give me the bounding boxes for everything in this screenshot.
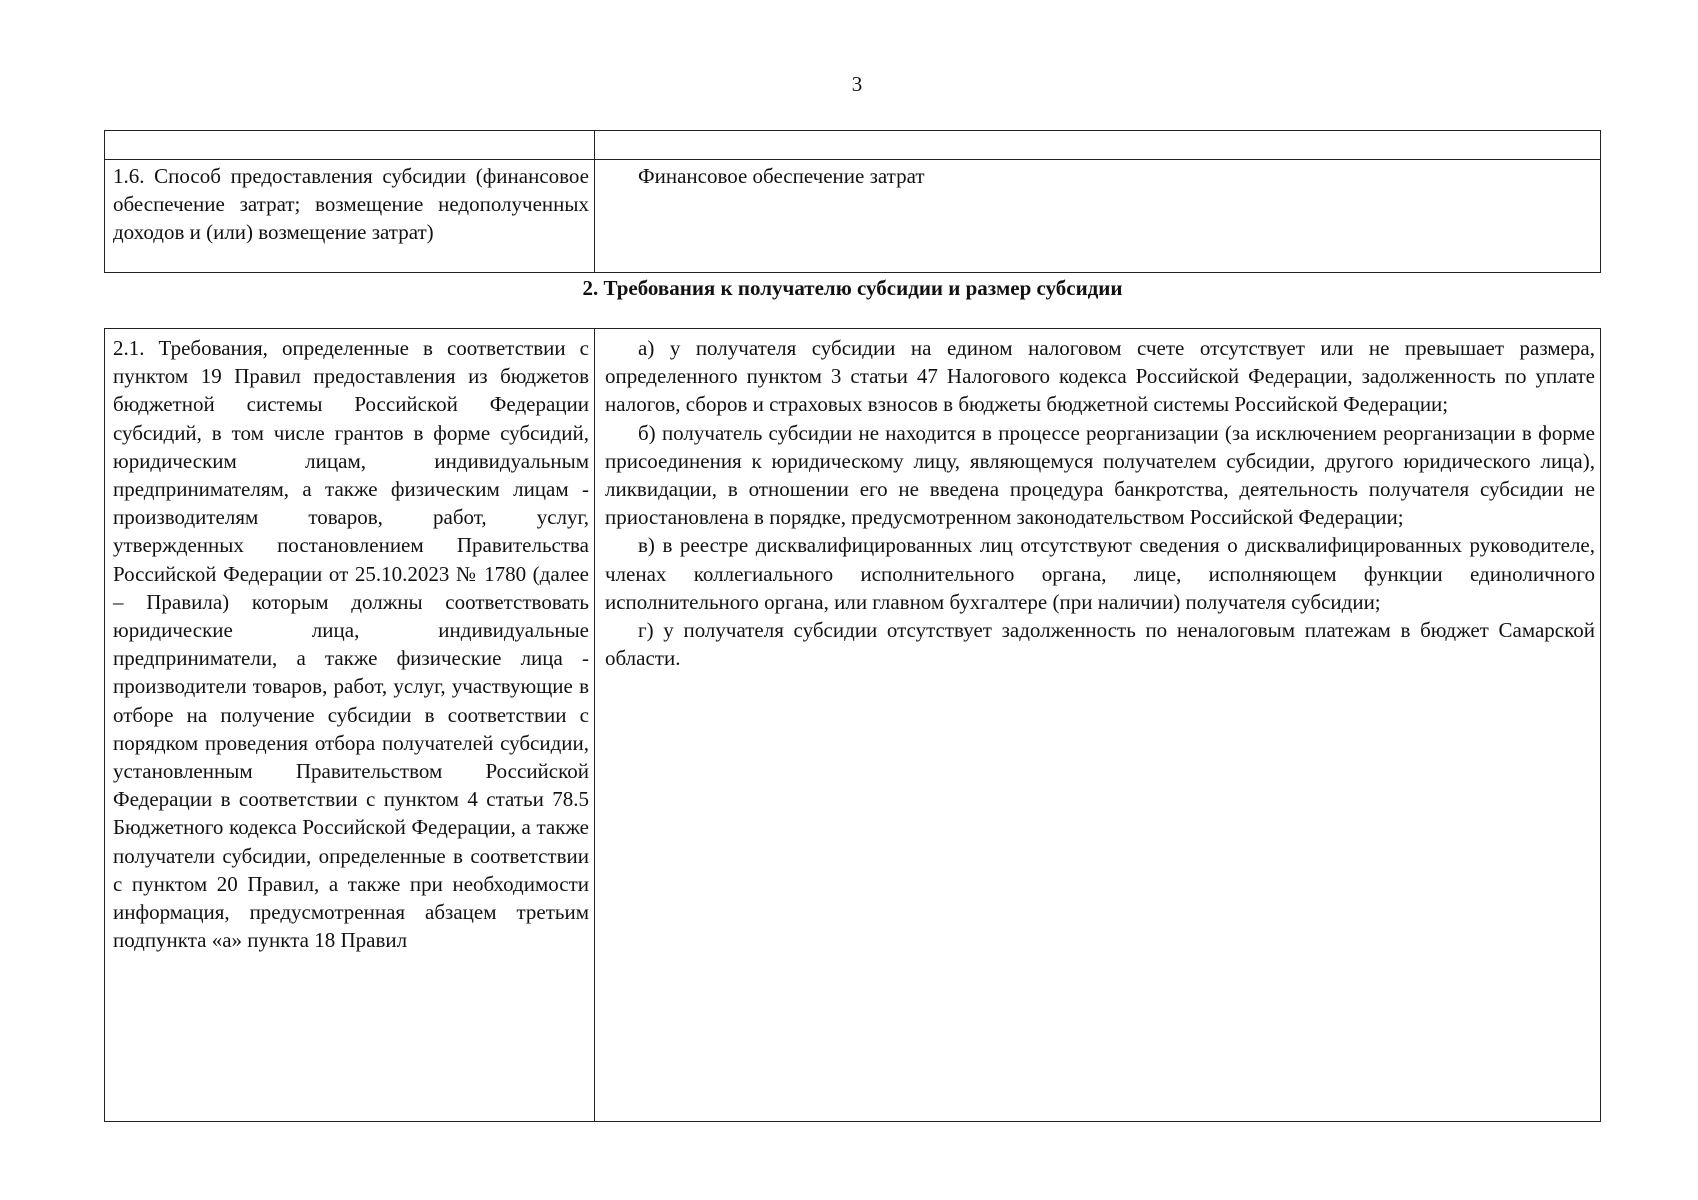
requirements-list — [605, 334, 1595, 672]
table-column-divider — [594, 329, 595, 1121]
table-section-1-6 — [104, 130, 1601, 273]
page-number: 3 — [851, 72, 863, 96]
table-section-2-1 — [104, 328, 1601, 1122]
table-row-divider — [105, 159, 1600, 160]
requirement-item-a: а) у получателя субсидии на едином налоговом счете отсутствует или не превышает размера, определенного пунктом 3 статьи 47 Налогового кодекса Российской Федерации, задолженность по уплате налогов, сборов и страховых взносов в бюджеты бюджетной системы Российской Федерации; — [605, 336, 1595, 417]
table-cell-value — [605, 162, 1595, 190]
requirement-item-b: б) получатель субсидии не находится в процессе реорганизации (за исключением реорганизации в форме присоединения к юридическому лицу, являющемуся получателем субсидии, другого юридического лица), ликвидации, в отношении его не введена процедура банкротства, деятельность получателя субсидии не приостановлена в порядке, предусмотренном законодательством Российской Федерации; — [605, 420, 1595, 530]
table-column-divider — [594, 131, 595, 272]
requirement-item-v: в) в реестре дисквалифицированных лиц отсутствуют сведения о дисквалифицированных руководителе, членах коллегиального исполнительного органа, лице, исполняющем функции единоличного исполнительного органа, или главном бухгалтере (при наличии) получателя субсидии; — [605, 533, 1595, 614]
requirements-label: 2.1. Требования, определенные в соответствии с пунктом 19 Правил предоставления из бюджетов бюджетной системы Российской Федерации субсидий, в том числе грантов в форме субсидий, юридическим лицам, индивидуальным предпринимателям, а также физическим лицам - производителям товаров, работ, услуг, утвержденных постановлением Правительства Российской Федерации от 25.10.2023 № 1780 (далее – Правила) которым должны соответствовать юридические лица, индивидуальные предприниматели, а также физические лица - производители товаров, работ, услуг, участвующие в отборе на получение субсидии в соответствии с порядком проведения отбора получателей субсидии, установленным Правительством Российской Федерации в соответствии с пунктом 4 статьи 78.5 Бюджетного кодекса Российской Федерации, а также получатели субсидии, определенные в соответствии с пунктом 20 Правил, а также при необходимости информация, предусмотренная абзацем третьим подпункта «а» пункта 18 Правил — [113, 336, 589, 953]
table-cell-value-text: Финансовое обеспечение затрат — [638, 164, 925, 188]
section-heading: 2. Требования к получателю субсидии и размер субсидии — [582, 276, 1123, 300]
table-cell-label: 1.6. Способ предоставления субсидии (финансовое обеспечение затрат; возмещение недополученных доходов и (или) возмещение затрат) — [113, 164, 589, 245]
requirement-item-g: г) у получателя субсидии отсутствует задолженность по неналоговым платежам в бюджет Самарской области. — [605, 618, 1595, 671]
